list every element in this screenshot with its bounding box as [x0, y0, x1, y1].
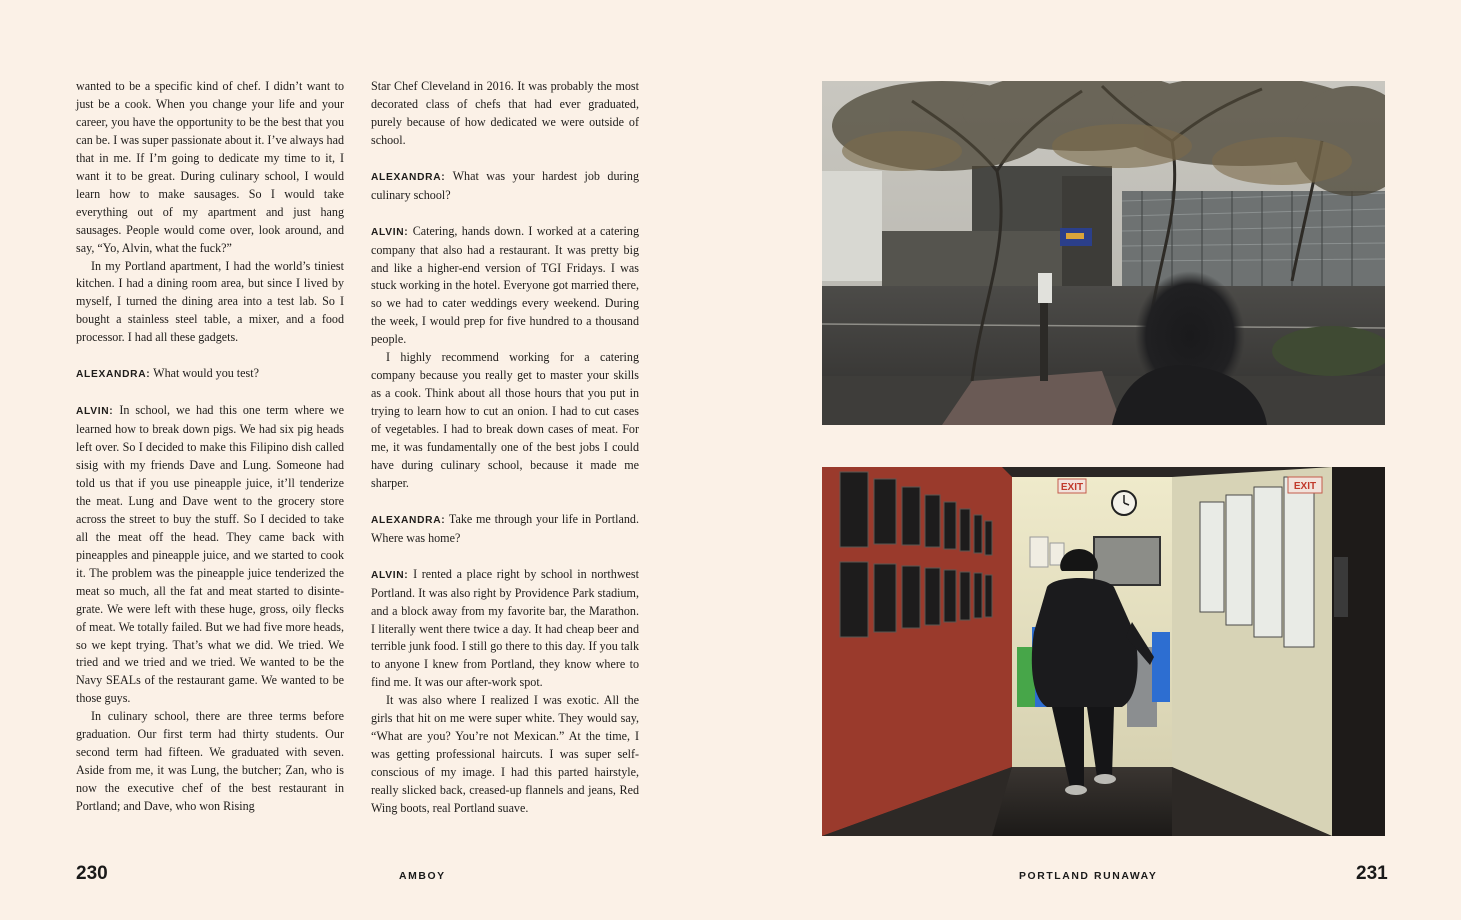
exit-sign-hallway: EXIT — [1060, 482, 1084, 493]
body-paragraph: It was also where I realized I was exotic. All the girls that hit on me were super white. They would say, “What are you? You’re not Mexican.” At the time, I was getting professional haircuts. I was super self-conscious of my image. I had this parted hairstyle, really slicked back, creased-up flannels and jeans, Red Wing boots, real Portland suave. — [371, 693, 639, 816]
exit-sign-right-wall: EXIT — [1293, 481, 1317, 492]
body-paragraph: Star Chef Cleveland in 2016. It was probably the most decorated class of chefs that had ever graduated, purely because of how dedicated we were outside of school. — [371, 79, 639, 147]
body-paragraph: In my Portland apartment, I had the world’s tiniest kitchen. I had a dining room area, but since I lived by myself, I turned the dining area into a test lab. So I bought a stainless steel table, a mixer, and a food processor. I had all these gadgets. — [76, 258, 344, 345]
running-head-left: AMBOY — [399, 871, 446, 882]
text-column-left — [76, 78, 344, 816]
interview-question-answer — [76, 402, 344, 708]
body-paragraph: wanted to be a specific kind of chef. I didn’t want to just be a cook. When you change your life and your career, you have the opportunity to be the best that you can be. I was super passionate about it. I’ve always had that in me. If I’m going to dedicate my time to it, I want it to be great. During culinary school, I would learn how to make sausages. So I would take everything out of my apartment and just hang sausages. People would come over, look around, and say, “Yo, Alvin, what the fuck?” — [76, 79, 344, 255]
interview-question-answer — [371, 511, 639, 548]
page-number-left: 230 — [76, 863, 108, 884]
page-number-right: 231 — [1356, 863, 1388, 884]
hallway-photo — [822, 467, 1385, 836]
answer-text: I rented a place right by school in northwest Portland. It was also right by Providence Park stadium, and a block away from my favorite bar, the Marathon. I literally went there twice a day. It had cheap beer and terrible junk food. I still go there to this day. If you talk to anyone I knew from Portland, they know where to find me. It was our after-work spot. — [371, 566, 639, 690]
speaker-label: ALEXANDRA: — [76, 369, 151, 381]
body-paragraph: I highly recommend working for a catering company because you really get to master your skills as a cook. Think about all those hours that you put in trying to learn how to cut an onion. I had to cut cases of vegetables. I had to break down cases of meat. For me, it was fundamentally one of the best jobs I could have during culinary school, because it made me sharper. — [371, 350, 639, 490]
speaker-label: ALVIN: — [371, 569, 409, 581]
interview-question-answer — [371, 223, 639, 350]
answer-text: What would you test? — [153, 366, 259, 381]
answer-text: In school, we had this one term where we learned how to break down pigs. We had six pig heads left over. So I decided to make this Filipino dish called sisig with my friends Dave and Lung. Someone had told us that if you use pineapple juice, it’ll tenderize the meat. Lung and Dave went to the grocery store across the street to buy the stuff. So I decided to take all the meat off the head. They came back with pineapples and pineapple juice, and we started to cook it. The problem was the pineapple juice tenderized the meat so much, all the fat and meat started to disintegrate. We were left with these huge, gross, oily flecks of meat. We totally failed. But we had five more heads, so we kept trying. That’s what we did. We tried. We tried and we tried and we tried. We wanted to be the Navy SEALs of the restaurant game. We wanted to be those guys. — [76, 403, 344, 706]
text-column-right — [371, 78, 639, 818]
speaker-label: ALVIN: — [76, 406, 114, 418]
speaker-label: ALEXANDRA: — [371, 171, 446, 183]
interview-question-answer — [76, 365, 344, 384]
interview-question-answer — [371, 168, 639, 205]
street-scene-photo — [822, 81, 1385, 425]
answer-text: What was your hardest job during culinary school? — [371, 168, 640, 202]
interview-question-answer — [371, 566, 639, 693]
body-paragraph: In culinary school, there are three terms before graduation. Our first term had thirty students. Our second term had fifteen. We graduated with seven. Aside from me, it was Lung, the butcher; Zan, who is now the executive chef of the best restaurant in Portland; and Dave, who won Rising — [76, 709, 344, 814]
running-head-right: PORTLAND RUNAWAY — [1019, 871, 1158, 882]
speaker-label: ALVIN: — [371, 226, 409, 238]
speaker-label: ALEXANDRA: — [371, 514, 446, 526]
answer-text: Take me through your life in Portland. Where was home? — [371, 511, 639, 545]
answer-text: Catering, hands down. I worked at a catering company that also had a restaurant. It was pretty big and like a higher-end version of TGI Fridays. I was stuck working in the hotel. Everyone got married there, so we had to cater weddings every weekend. During the week, I would prep for five hundred to a thousand people. — [371, 223, 639, 347]
